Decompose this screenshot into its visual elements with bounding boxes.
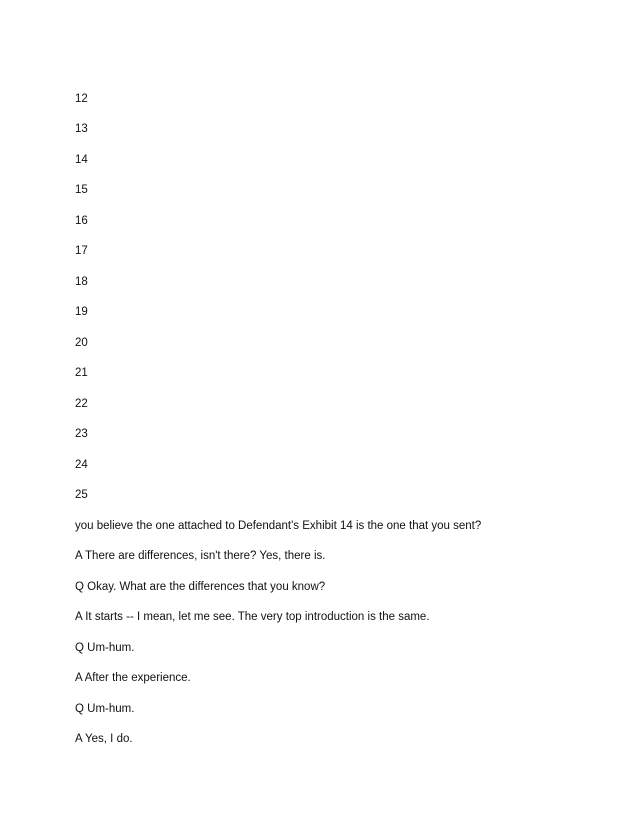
transcript-line: Q Um-hum. [75,703,135,715]
line-number-14: 14 [75,154,88,166]
line-number-19: 19 [75,306,88,318]
transcript-line: A There are differences, isn't there? Yes, there is. [75,550,326,562]
line-number-22: 22 [75,398,88,410]
line-number-23: 23 [75,428,88,440]
line-number-13: 13 [75,123,88,135]
line-number-18: 18 [75,276,88,288]
transcript-line: A Yes, I do. [75,733,133,745]
transcript-line: you believe the one attached to Defendant's Exhibit 14 is the one that you sent? [75,520,482,532]
line-number-16: 16 [75,215,88,227]
line-number-12: 12 [75,93,88,105]
line-number-21: 21 [75,367,88,379]
transcript-line: Q Um-hum. [75,642,135,654]
transcript-line: A It starts -- I mean, let me see. The very top introduction is the same. [75,611,430,623]
transcript-line: Q Okay. What are the differences that you know? [75,581,326,593]
line-number-15: 15 [75,184,88,196]
line-number-25: 25 [75,489,88,501]
line-number-24: 24 [75,459,88,471]
line-number-20: 20 [75,337,88,349]
line-number-17: 17 [75,245,88,257]
transcript-line: A After the experience. [75,672,191,684]
